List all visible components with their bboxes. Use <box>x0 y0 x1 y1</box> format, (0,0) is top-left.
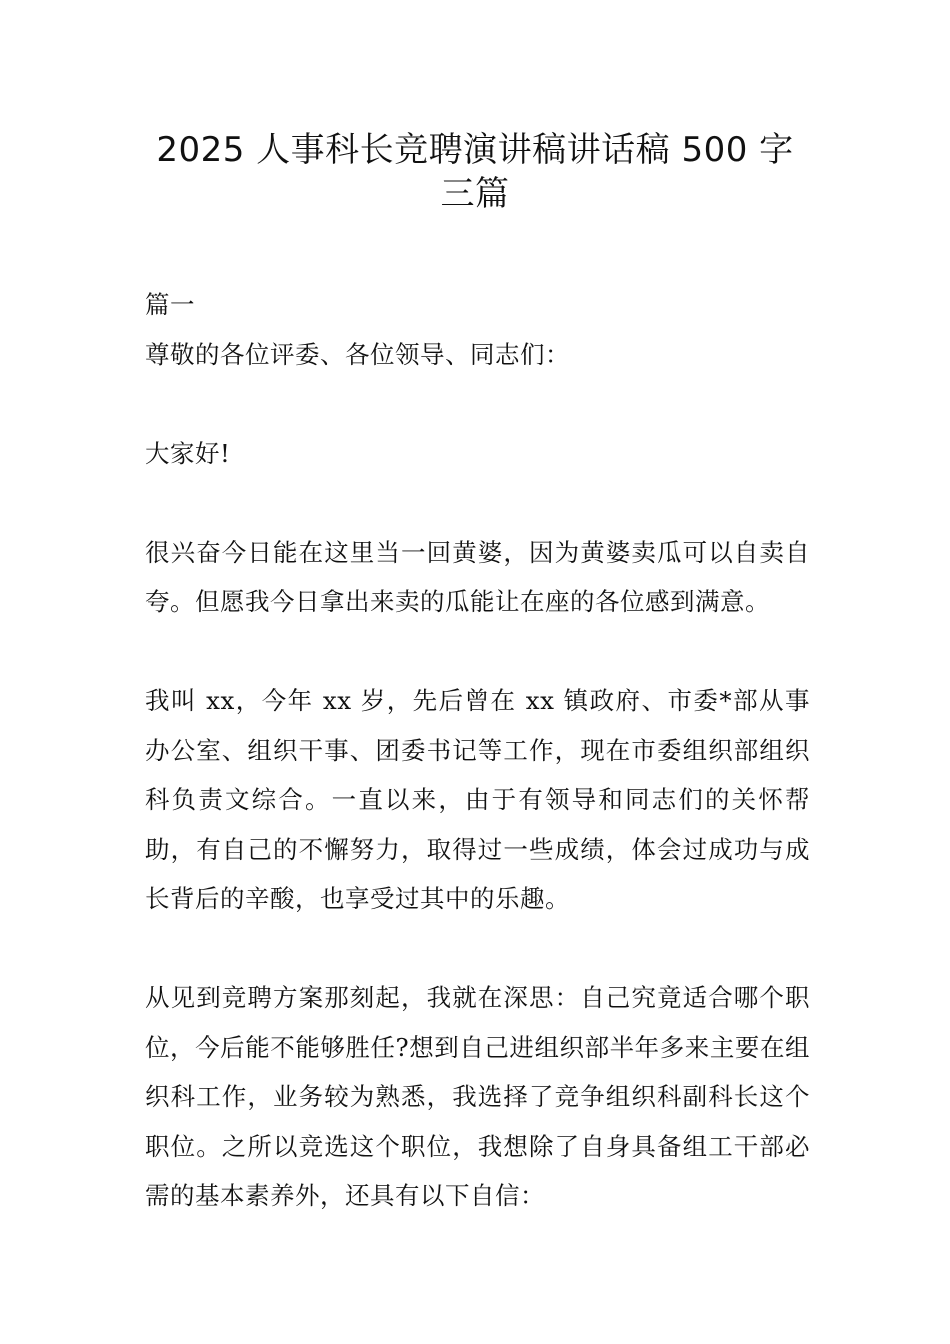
salutation: 尊敬的各位评委、各位领导、同志们： <box>145 339 570 369</box>
greeting: 大家好! <box>145 438 231 468</box>
document-title: 2025 人事科长竞聘演讲稿讲话稿 500 字三篇 <box>156 130 794 214</box>
section-label: 篇一 <box>145 290 195 319</box>
document-body <box>145 280 810 1221</box>
paragraph: 我叫 xx，今年 xx 岁，先后曾在 xx 镇政府、市委*部从事办公室、组织干事、团委书记等工作，现在市委组织部组织科负责文综合。一直以来，由于有领导和同志们的关怀帮助，有自己的不懈努力，取得过一些成绩，体会过成功与成长背后的辛酸，也享受过其中的乐趣。 <box>145 686 810 913</box>
paragraph: 很兴奋今日能在这里当一回黄婆，因为黄婆卖瓜可以自卖自夸。但愿我今日拿出来卖的瓜能让在座的各位感到满意。 <box>145 537 810 616</box>
paragraph: 从见到竞聘方案那刻起，我就在深思：自己究竟适合哪个职位，今后能不能够胜任?想到自己进组织部半年多来主要在组织科工作，业务较为熟悉，我选择了竞争组织科副科长这个职位。之所以竞选这个职位，我想除了自身具备组工干部必需的基本素养外，还具有以下自信： <box>145 983 810 1210</box>
